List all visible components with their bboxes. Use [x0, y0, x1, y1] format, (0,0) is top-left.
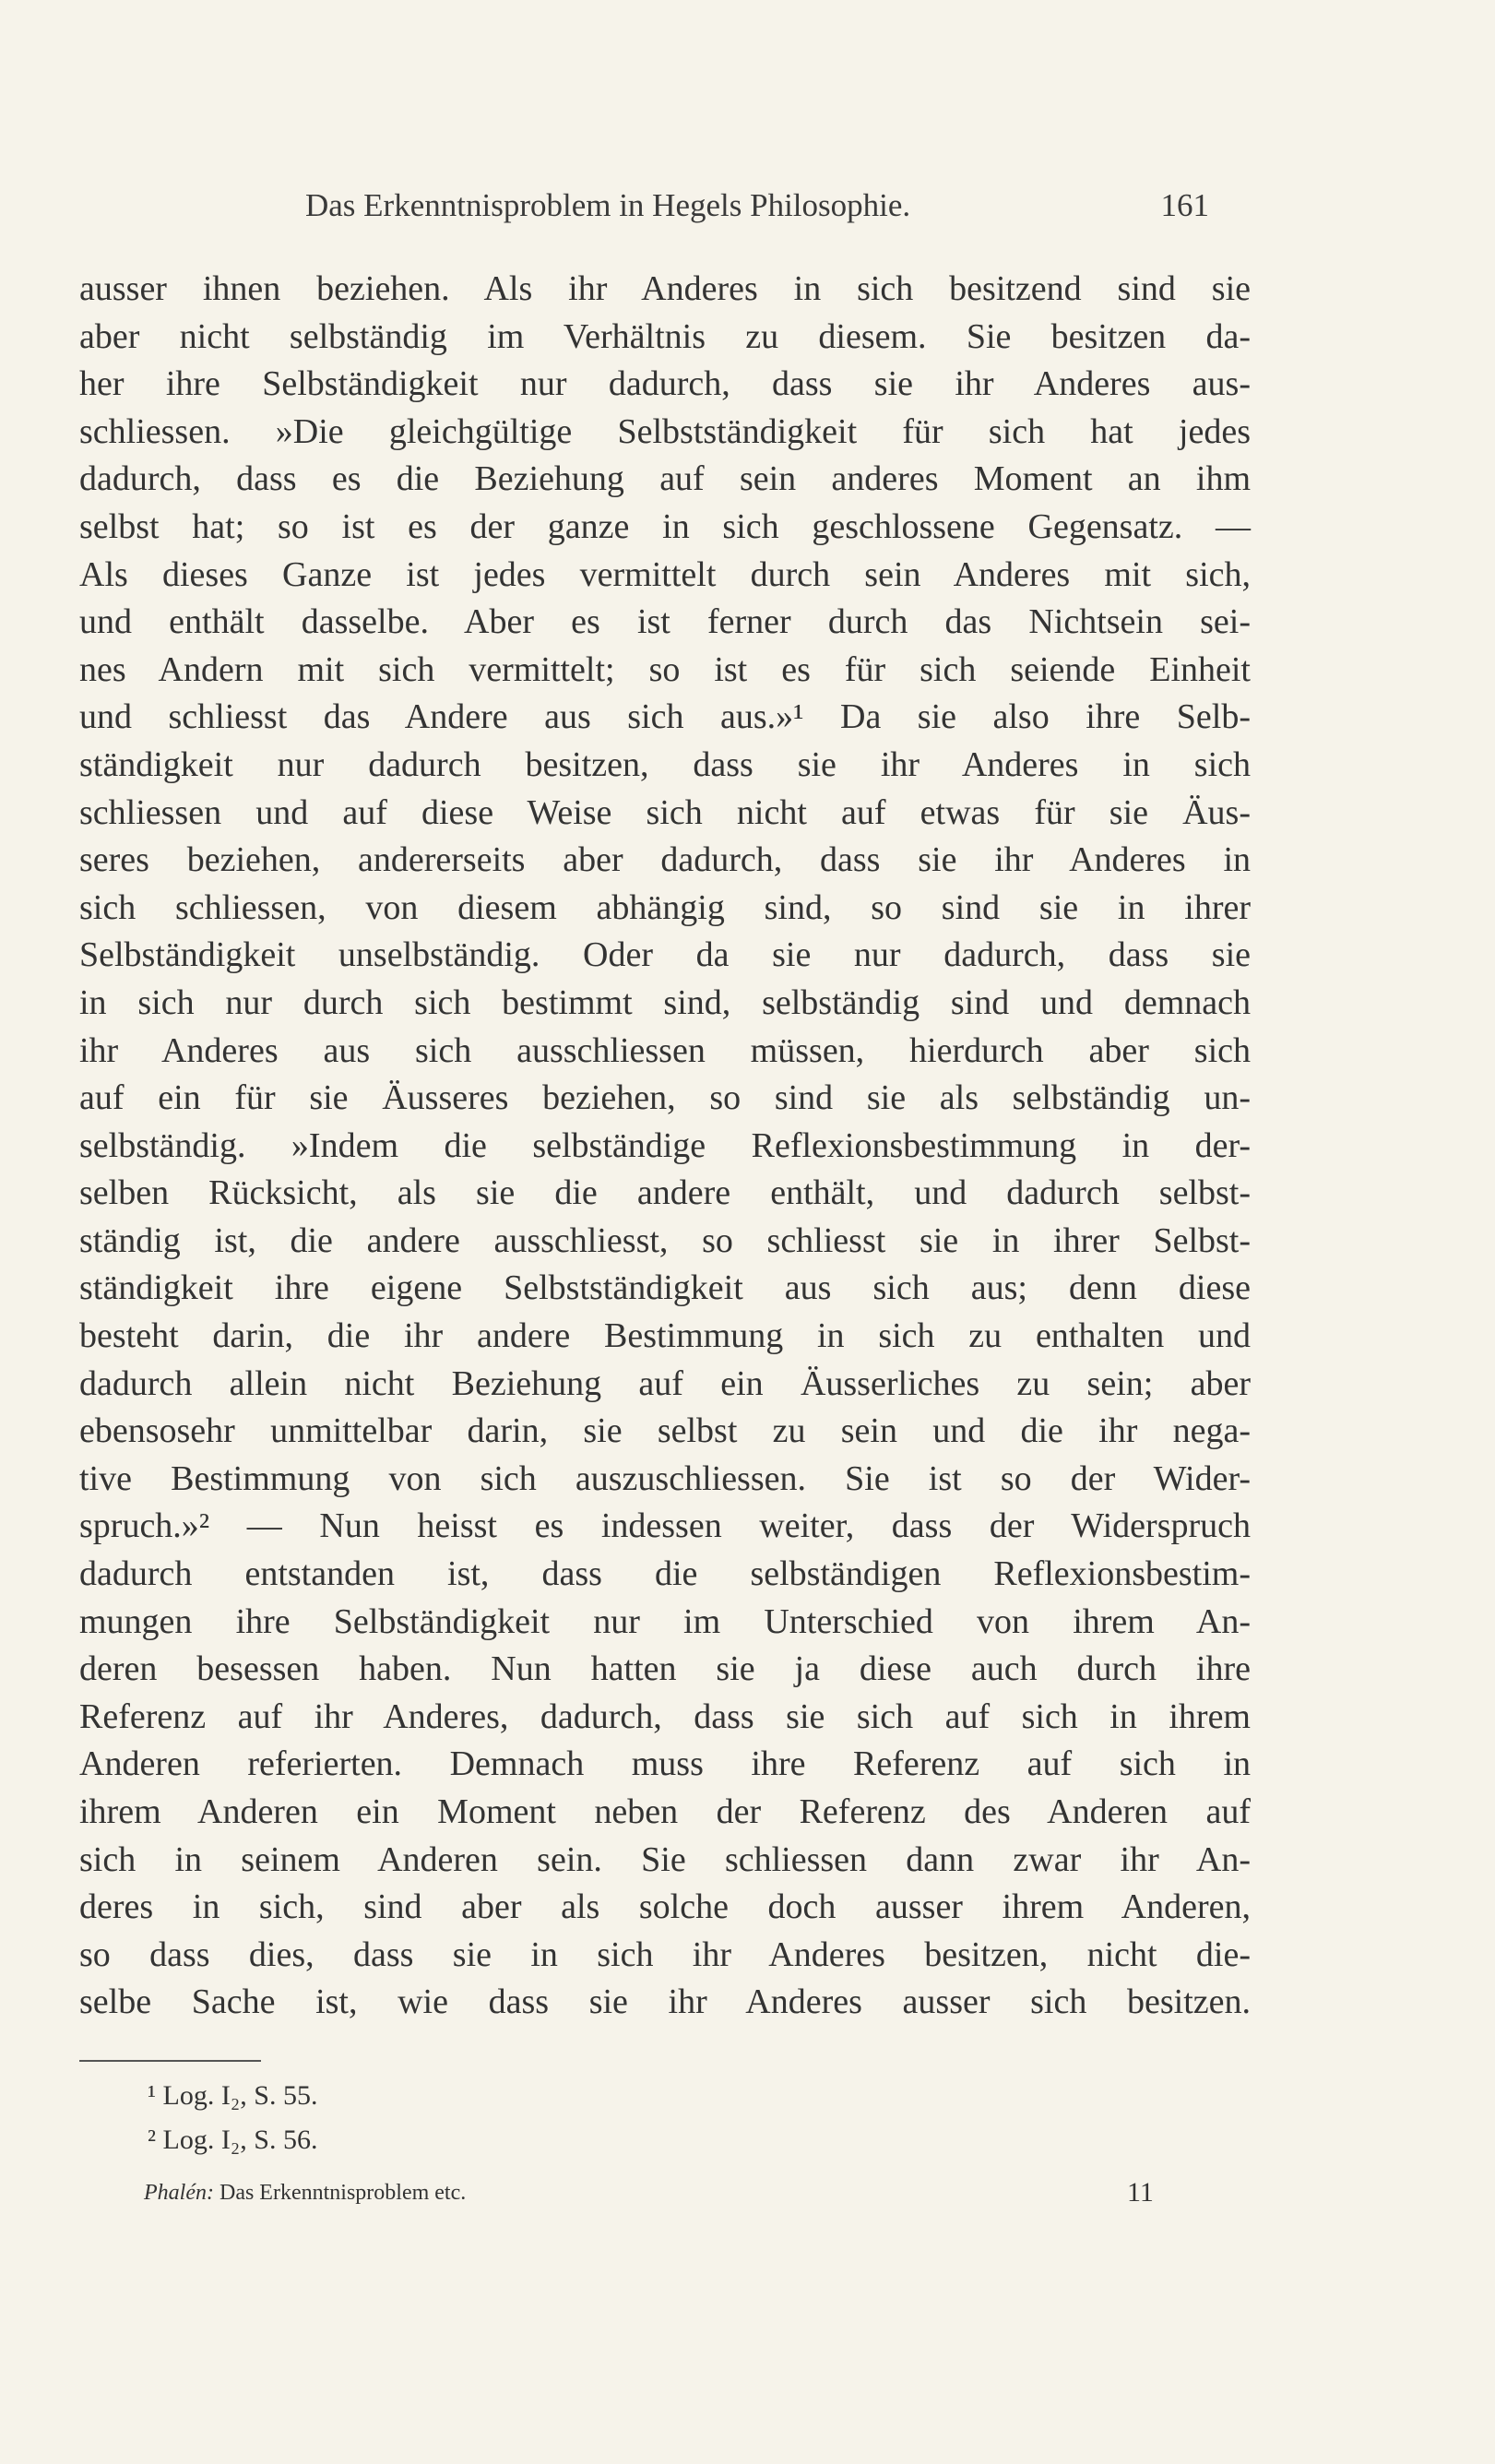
page-number: 161	[1160, 187, 1209, 223]
text-line: spruch.»² — Nun heisst es indessen weiter, dass der Widerspruch	[79, 1506, 1251, 1546]
text-line: ständig ist, die andere ausschliesst, so schliesst sie in ihrer Selbst-	[79, 1220, 1251, 1260]
text-line: ebensosehr unmittelbar darin, sie selbst zu sein und die ihr nega-	[79, 1411, 1251, 1451]
text-line: seres beziehen, andererseits aber dadurch, dass sie ihr Anderes in	[79, 840, 1251, 880]
signature-author: Phalén:	[144, 2181, 214, 2205]
printer-signature	[144, 2172, 1158, 2213]
text-line: Referenz auf ihr Anderes, dadurch, dass sie sich auf sich in ihrem	[79, 1696, 1251, 1736]
text-line: dadurch allein nicht Beziehung auf ein Äusserliches zu sein; aber	[79, 1363, 1251, 1403]
text-line: und enthält dasselbe. Aber es ist ferner durch das Nichtsein sei-	[79, 602, 1251, 642]
text-line: dadurch entstanden ist, dass die selbständigen Reflexionsbestim-	[79, 1554, 1251, 1594]
text-line: deres in sich, sind aber als solche doch ausser ihrem Anderen,	[79, 1887, 1251, 1927]
text-line: ihrem Anderen ein Moment neben der Referenz des Anderen auf	[79, 1792, 1251, 1831]
text-line: schliessen und auf diese Weise sich nicht auf etwas für sie Äus-	[79, 792, 1251, 832]
running-head-title: Das Erkenntnisproblem in Hegels Philosophie.	[305, 187, 911, 223]
text-line: besteht darin, die ihr andere Bestimmung in sich zu enthalten und	[79, 1316, 1251, 1356]
footnote: ¹ Log. I₂, S. 55.	[148, 2080, 318, 2111]
text-line: ständigkeit nur dadurch besitzen, dass sie ihr Anderes in sich	[79, 744, 1251, 784]
text-line: Selbständigkeit unselbständig. Oder da sie nur dadurch, dass sie	[79, 935, 1251, 975]
footnote: ² Log. I₂, S. 56.	[148, 2125, 318, 2155]
text-line: ihr Anderes aus sich ausschliessen müssen, hierdurch aber sich	[79, 1030, 1251, 1070]
text-line: Als dieses Ganze ist jedes vermittelt durch sein Anderes mit sich,	[79, 554, 1251, 594]
text-line: auf ein für sie Äusseres beziehen, so sind sie als selbständig un-	[79, 1078, 1251, 1118]
text-line: in sich nur durch sich bestimmt sind, selbständig sind und demnach	[79, 982, 1251, 1022]
text-line: sich schliessen, von diesem abhängig sind, so sind sie in ihrer	[79, 887, 1251, 927]
text-line: aber nicht selbständig im Verhältnis zu diesem. Sie besitzen da-	[79, 316, 1251, 356]
text-line: tive Bestimmung von sich auszuschliessen. Sie ist so der Wider-	[79, 1458, 1251, 1498]
signature-work: Das Erkenntnisproblem etc.	[219, 2181, 467, 2205]
text-line: ständigkeit ihre eigene Selbstständigkeit aus sich aus; denn diese	[79, 1268, 1251, 1308]
text-line: Anderen referierten. Demnach muss ihre Referenz auf sich in	[79, 1744, 1251, 1784]
text-line: mungen ihre Selbständigkeit nur im Unterschied von ihrem An-	[79, 1601, 1251, 1641]
footnotes	[148, 2074, 317, 2162]
text-line: dadurch, dass es die Beziehung auf sein anderes Moment an ihm	[79, 459, 1251, 499]
sheet-number: 11	[1127, 2177, 1154, 2208]
text-line: selbständig. »Indem die selbständige Reflexionsbestimmung in der-	[79, 1125, 1251, 1165]
text-line: selbe Sache ist, wie dass sie ihr Anderes ausser sich besitzen.	[79, 1982, 1251, 2022]
text-line: so dass dies, dass sie in sich ihr Anderes besitzen, nicht die-	[79, 1934, 1251, 1974]
text-line: her ihre Selbständigkeit nur dadurch, dass sie ihr Anderes aus-	[79, 364, 1251, 404]
text-line: selben Rücksicht, als sie die andere enthält, und dadurch selbst-	[79, 1173, 1251, 1213]
body-text	[79, 266, 1251, 2027]
text-line: nes Andern mit sich vermittelt; so ist es für sich seiende Einheit	[79, 649, 1251, 689]
text-line: deren besessen haben. Nun hatten sie ja diese auch durch ihre	[79, 1649, 1251, 1689]
running-head	[305, 183, 1209, 229]
footnote-divider	[79, 2060, 261, 2062]
text-line: sich in seinem Anderen sein. Sie schliessen dann zwar ihr An-	[79, 1839, 1251, 1879]
text-line: und schliesst das Andere aus sich aus.»¹ Da sie also ihre Selb-	[79, 697, 1251, 737]
text-line: selbst hat; so ist es der ganze in sich geschlossene Gegensatz. —	[79, 506, 1251, 546]
text-line: ausser ihnen beziehen. Als ihr Anderes in sich besitzend sind sie	[79, 269, 1251, 308]
text-line: schliessen. »Die gleichgültige Selbstständigkeit für sich hat jedes	[79, 411, 1251, 451]
